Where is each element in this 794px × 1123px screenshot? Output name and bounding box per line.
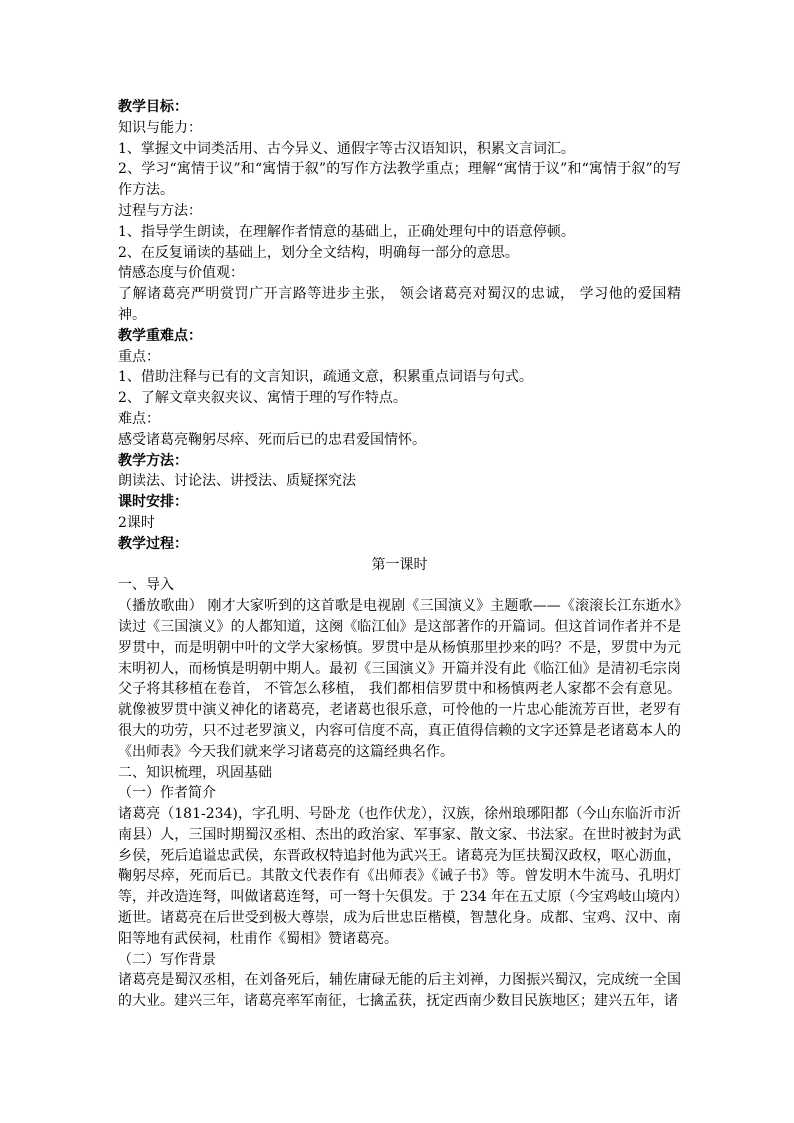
section-heading: 课时安排： [118,494,188,511]
paragraph: 知识与能力： [118,119,202,136]
paragraph: 2课时 [118,514,155,531]
paragraph: 1、掌握文中词类活用、古今异义、通假字等古汉语知识，积累文言词汇。 [118,140,575,157]
document-body [118,97,681,1012]
paragraph: 一、导入 [118,577,174,594]
paragraph: 诸葛亮是蜀汉丞相，在刘备死后，辅佐庸碌无能的后主刘禅，力图振兴蜀汉，完成统一全国的大业。建兴三年，诸葛亮率军南征，七擒孟获，抚定西南少数目民族地区；建兴五年，诸 [118,972,681,1010]
section-heading: 教学过程： [118,535,188,552]
section-heading: 教学目标： [118,99,188,115]
paragraph: （一）作者简介 [118,785,216,802]
paragraph: 了解诸葛亮严明赏罚广开言路等进步主张， 领会诸葛亮对蜀汉的忠诚， 学习他的爱国精神。 [118,286,681,323]
lesson-subtitle: 第一课时 [371,556,428,573]
paragraph: 过程与方法： [118,202,202,219]
paragraph: 重点： [118,348,160,365]
paragraph: 2、在反复诵读的基础上，划分全文结构，明确每一部分的意思。 [118,244,519,261]
section-heading: 教学重难点： [118,327,202,344]
paragraph: 难点： [118,410,160,427]
paragraph: 诸葛亮（181-234)，字孔明、号卧龙（也作伏龙），汉族，徐州琅琊阳都（今山东临沂市沂南县）人，三国时期蜀汉丞相、杰出的政治家、军事家、散文家、书法家。在世时被封为武乡侯，死后追谥忠武侯，东晋政权特追封他为武兴王。诸葛亮为匡扶蜀汉政权，呕心沥血，鞠躬尽瘁，死而后已。其散文代表作有《出师表》《诫子书》等。曾发明木牛流马、孔明灯等，并改造连弩，叫做诸葛连弩，可一弩十矢俱发。于 234 年在五丈原（今宝鸡岐山境内）逝世。诸葛亮在后世受到极大尊崇，成为后世忠臣楷模，智慧化身。成都、宝鸡、汉中、南阳等地有武侯祠，杜甫作《蜀相》赞诸葛亮。 [118,806,681,947]
paragraph: 情感态度与价值观： [118,265,244,282]
paragraph: （二）写作背景 [118,951,216,968]
paragraph: 2、了解文章夹叙夹议、寓情于理的写作特点。 [118,390,407,407]
paragraph: 1、借助注释与已有的文言知识，疏通文意，积累重点词语与句式。 [118,369,533,386]
paragraph: （播放歌曲） 刚才大家听到的这首歌是电视剧《三国演义》主题歌——《滚滚长江东逝水》读过《三国演义》的人都知道，这阕《临江仙》是这部著作的开篇词。但这首词作者并不是罗贯中，而是明朝中叶的文学大家杨慎。罗贯中是从杨慎那里抄来的吗？不是，罗贯中为元末明初人，而杨慎是明朝中期人。最初《三国演义》开篇并没有此《临江仙》是清初毛宗岗父子将其移植在卷首， 不管怎么移植， 我们都相信罗贯中和杨慎两老人家都不会有意见。就像被罗贯中演义神化的诸葛亮，老诸葛也很乐意，可怜他的一片忠心能流芳百世，老罗有很大的功劳，只不过老罗演义，内容可信度不高，真正值得信赖的文字还算是老诸葛本人的《出师表》今天我们就来学习诸葛亮的这篇经典名作。 [118,598,681,760]
paragraph: 2、学习“寓情于议”和“寓情于叙”的写作方法教学重点；理解“寓情于议”和“寓情于叙”的写作方法。 [118,161,681,199]
paragraph: 朗读法、讨论法、讲授法、质疑探究法 [118,473,356,490]
paragraph: 感受诸葛亮鞠躬尽瘁、死而后已的忠君爱国情怀。 [118,431,426,448]
paragraph: 二、知识梳理，巩固基础 [118,764,272,781]
paragraph: 1、指导学生朗读，在理解作者情意的基础上，正确处理句中的语意停顿。 [118,223,575,240]
section-heading: 教学方法： [118,452,188,469]
